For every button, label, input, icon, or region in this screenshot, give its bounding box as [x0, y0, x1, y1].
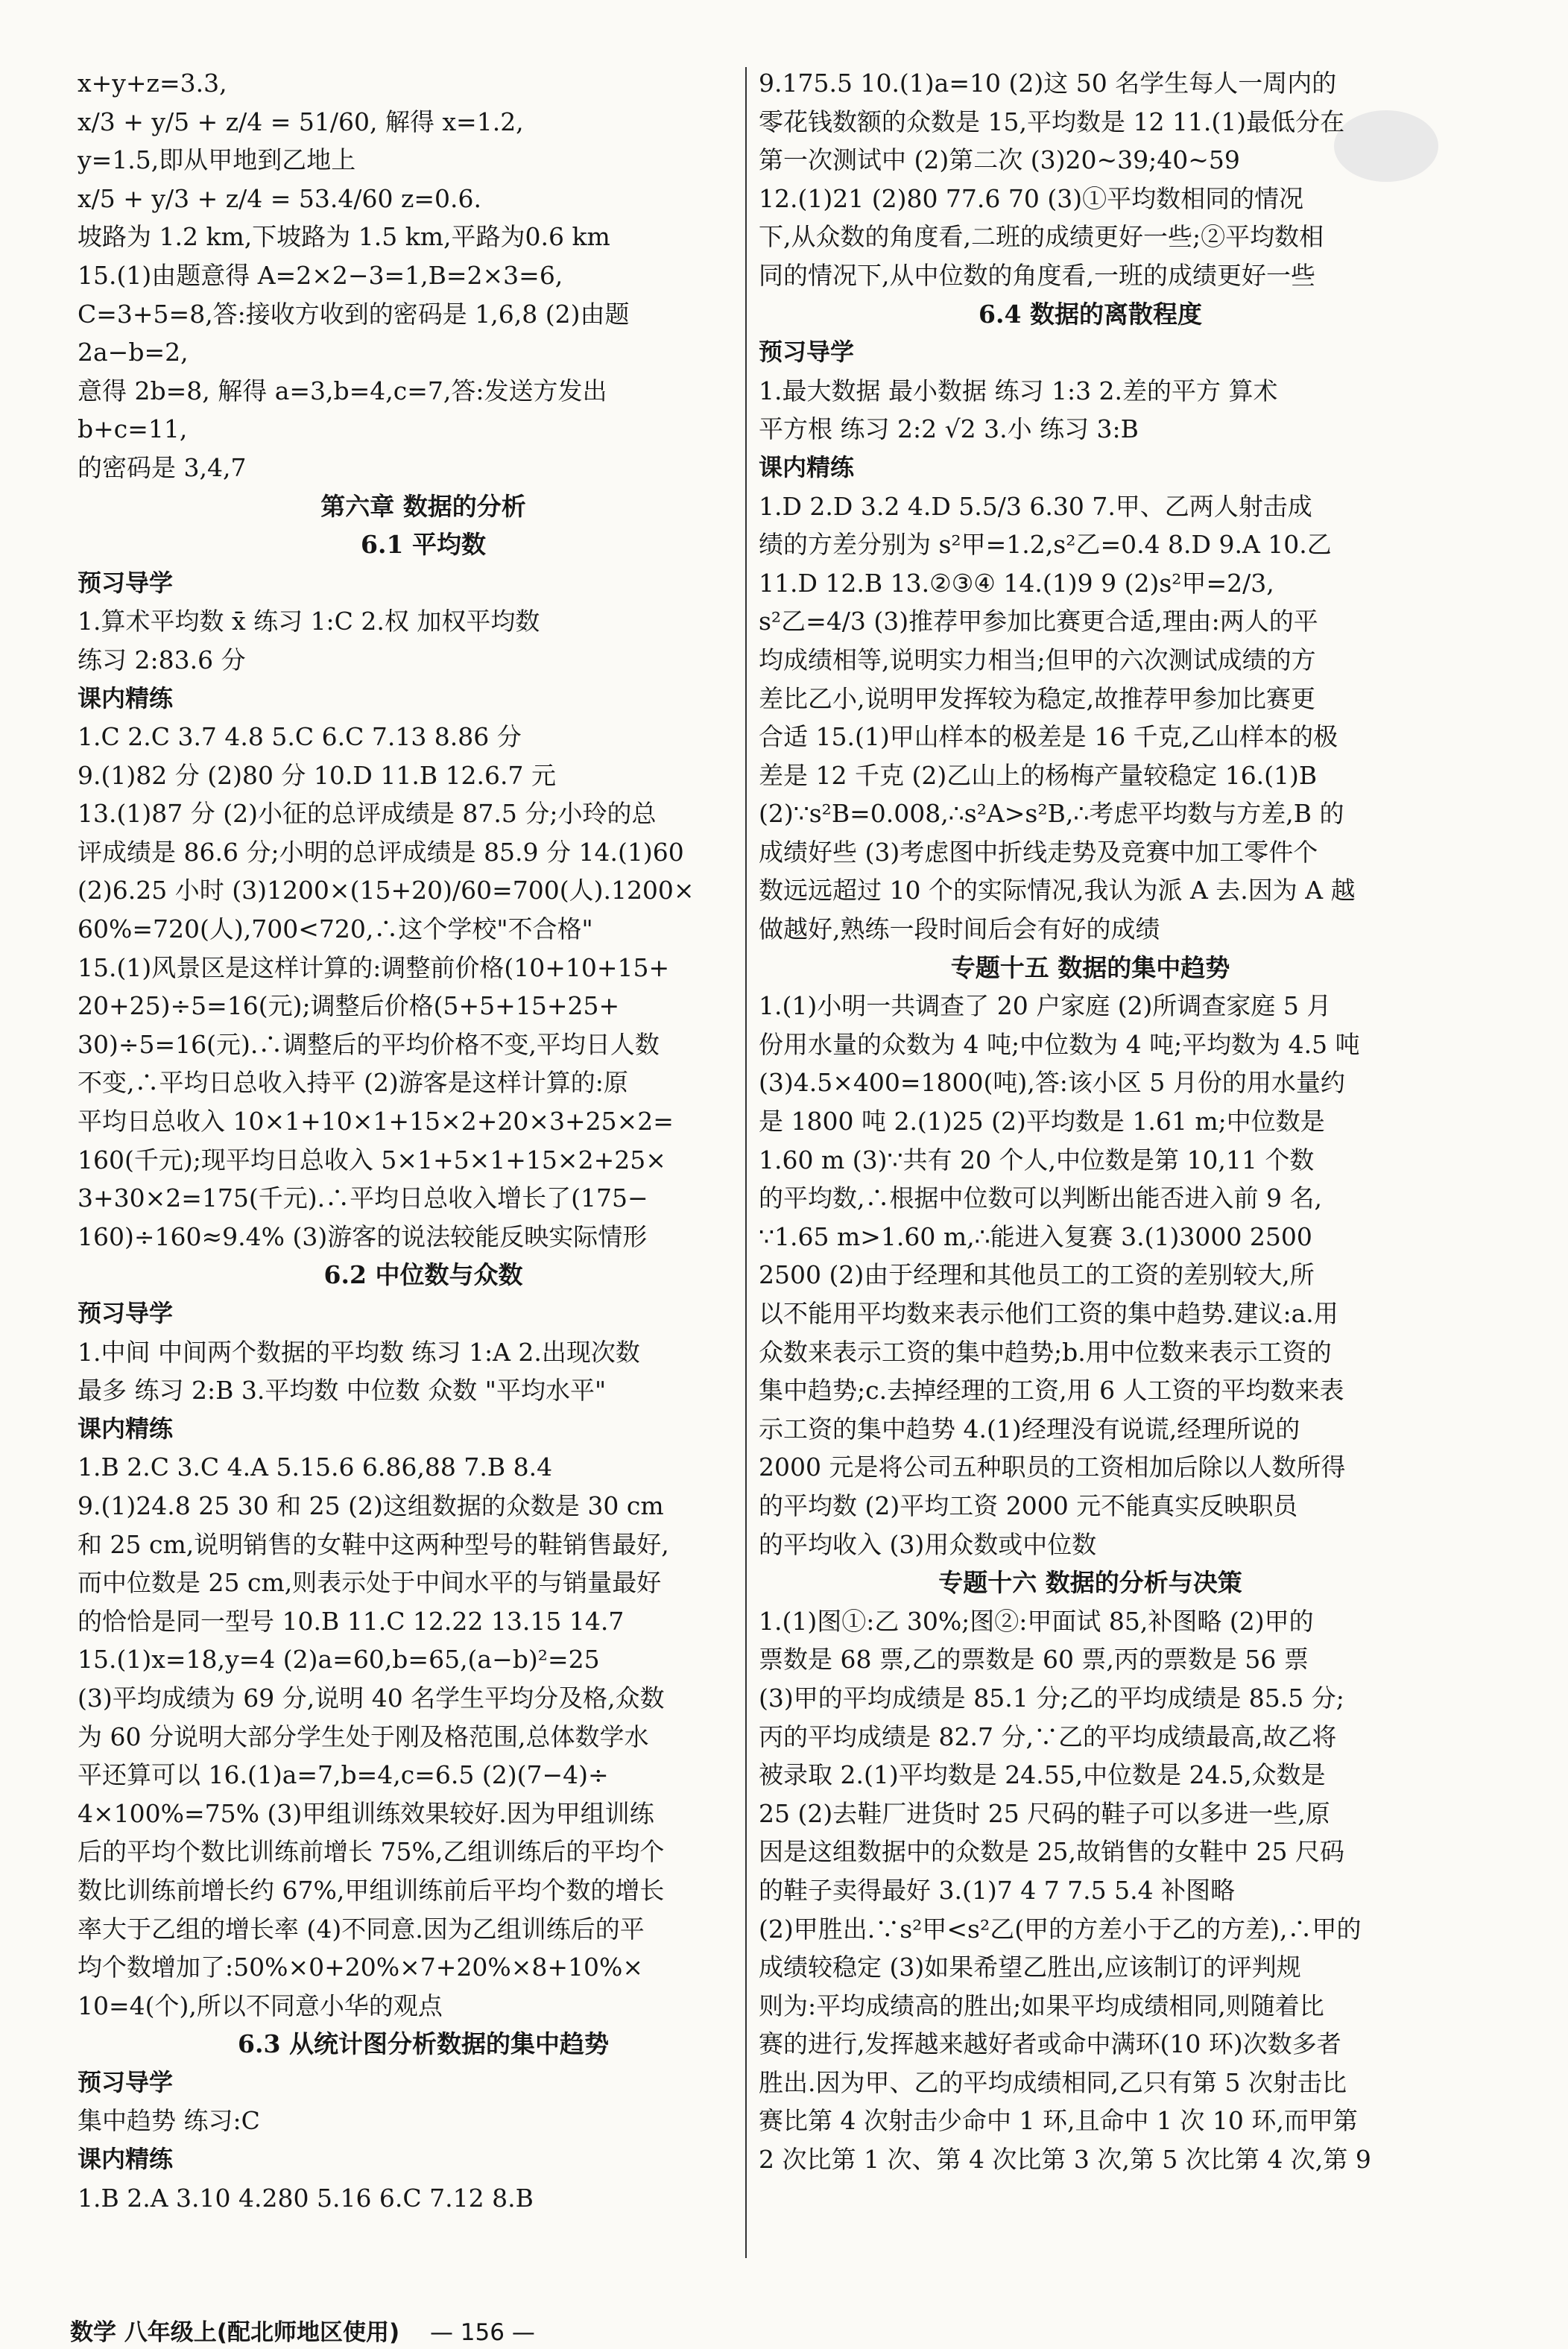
text-line: 1.60 m (3)∵共有 20 个人,中位数是第 10,11 个数 — [759, 1145, 1315, 1174]
text-line: 60%=720(人),700<720,∴这个学校"不合格" — [78, 914, 593, 944]
text-line: 以不能用平均数来表示他们工资的集中趋势.建议:a.用 — [759, 1299, 1338, 1328]
text-line: (2)甲胜出.∵s²甲<s²乙(甲的方差小于乙的方差),∴甲的 — [759, 1914, 1362, 1944]
text-line: b+c=11, — [78, 414, 188, 444]
text-line: 的平均数,∴根据中位数可以判断出能否进入前 9 名, — [759, 1183, 1322, 1213]
text-line: 160)÷160≈9.4% (3)游客的说法较能反映实际情形 — [78, 1221, 648, 1251]
text-line: 9.(1)24.8 25 30 和 25 (2)这组数据的众数是 30 cm — [78, 1490, 664, 1520]
text-line: 绩的方差分别为 s²甲=1.2,s²乙=0.4 8.D 9.A 10.乙 — [759, 530, 1332, 560]
text-line: 丙的平均成绩是 82.7 分,∵乙的平均成绩最高,故乙将 — [759, 1722, 1337, 1751]
section-title: 6.1 平均数 — [361, 530, 486, 560]
text-line: 最多 练习 2:B 3.平均数 中位数 众数 "平均水平" — [78, 1376, 607, 1406]
text-line: 11.D 12.B 13.②③④ 14.(1)9 9 (2)s²甲=2/3, — [759, 568, 1274, 598]
text-line: 的恰恰是同一型号 10.B 11.C 12.22 13.15 14.7 — [78, 1606, 625, 1636]
text-line: 1.最大数据 最小数据 练习 1:3 2.差的平方 算术 — [759, 376, 1278, 405]
subheading: 课内精练 — [78, 2145, 174, 2174]
text-line: 是 1800 吨 2.(1)25 (2)平均数是 1.61 m;中位数是 — [759, 1107, 1325, 1136]
text-line: 均个数增加了:50%×0+20%×7+20%×8+10%× — [78, 1953, 644, 1982]
text-line: 数远远超过 10 个的实际情况,我认为派 A 去.因为 A 越 — [759, 876, 1356, 905]
text-line: 评成绩是 86.6 分;小明的总评成绩是 85.9 分 14.(1)60 — [78, 837, 684, 867]
text-line: 和 25 cm,说明销售的女鞋中这两种型号的鞋销售最好, — [78, 1529, 669, 1559]
text-line: x/3 + y/5 + z/4 = 51/60, 解得 x=1.2, — [78, 107, 524, 136]
text-line: 2 次比第 1 次、第 4 次比第 3 次,第 5 次比第 4 次,第 9 — [759, 2145, 1371, 2175]
section-title: 6.4 数据的离散程度 — [979, 299, 1202, 329]
text-line: (3)甲的平均成绩是 85.1 分;乙的平均成绩是 85.5 分; — [759, 1683, 1344, 1713]
text-line: 25 (2)去鞋厂进货时 25 尺码的鞋子可以多进一些,原 — [759, 1798, 1330, 1828]
text-line: 15.(1)风景区是这样计算的:调整前价格(10+10+15+ — [78, 952, 670, 982]
text-line: 票数是 68 票,乙的票数是 60 票,丙的票数是 56 票 — [759, 1645, 1309, 1675]
text-line: 集中趋势 练习:C — [78, 2106, 260, 2136]
section-title: 专题十六 数据的分析与决策 — [938, 1568, 1242, 1598]
text-line: x+y+z=3.3, — [78, 69, 227, 98]
text-line: 13.(1)87 分 (2)小征的总评成绩是 87.5 分;小玲的总 — [78, 799, 657, 829]
text-line: 均成绩相等,说明实力相当;但甲的六次测试成绩的方 — [759, 645, 1316, 674]
text-line: 2000 元是将公司五种职员的工资相加后除以人数所得 — [759, 1452, 1346, 1482]
text-line: s²乙=4/3 (3)推荐甲参加比赛更合适,理由:两人的平 — [759, 607, 1318, 636]
page-footer — [70, 2313, 535, 2347]
text-line: 12.(1)21 (2)80 77.6 70 (3)①平均数相同的情况 — [759, 183, 1304, 213]
text-line: 1.算术平均数 x̄ 练习 1:C 2.权 加权平均数 — [78, 607, 540, 636]
text-line: 160(千元);现平均日总收入 5×1+5×1+15×2+25× — [78, 1145, 666, 1174]
text-line: 10=4(个),所以不同意小华的观点 — [78, 1991, 443, 2020]
text-line: 成绩较稳定 (3)如果希望乙胜出,应该制订的评判规 — [759, 1953, 1301, 1982]
text-line: (2)∵s²B=0.008,∴s²A>s²B,∴考虑平均数与方差,B 的 — [759, 799, 1344, 829]
text-line: 集中趋势;c.去掉经理的工资,用 6 人工资的平均数来表 — [759, 1376, 1344, 1406]
text-line: 1.B 2.A 3.10 4.280 5.16 6.C 7.12 8.B — [78, 2183, 534, 2213]
text-line: 合适 15.(1)甲山样本的极差是 16 千克,乙山样本的极 — [759, 722, 1338, 752]
text-line: 为 60 分说明大部分学生处于刚及格范围,总体数学水 — [78, 1722, 649, 1751]
text-line: 份用水量的众数为 4 吨;中位数为 4 吨;平均数为 4.5 吨 — [759, 1029, 1360, 1059]
text-line: 9.175.5 10.(1)a=10 (2)这 50 名学生每人一周内的 — [759, 69, 1337, 98]
text-line: 平均日总收入 10×1+10×1+15×2+20×3+25×2= — [78, 1107, 674, 1136]
text-line: 因是这组数据中的众数是 25,故销售的女鞋中 25 尺码 — [759, 1837, 1344, 1867]
section-title: 6.2 中位数与众数 — [323, 1260, 523, 1290]
subheading: 课内精练 — [78, 1414, 174, 1443]
text-line: x/5 + y/3 + z/4 = 53.4/60 z=0.6. — [78, 183, 481, 213]
text-line: (2)6.25 小时 (3)1200×(15+20)/60=700(人).1200× — [78, 876, 695, 905]
text-line: 赛比第 4 次射击少命中 1 环,且命中 1 次 10 环,而甲第 — [759, 2106, 1358, 2136]
text-line: 差比乙小,说明甲发挥较为稳定,故推荐甲参加比赛更 — [759, 683, 1315, 713]
text-line: 9.(1)82 分 (2)80 分 10.D 11.B 12.6.7 元 — [78, 760, 557, 790]
text-line: 下,从众数的角度看,二班的成绩更好一些;②平均数相 — [759, 222, 1324, 252]
page-number: — 156 — — [429, 2319, 535, 2346]
text-line: 平方根 练习 2:2 √2 3.小 练习 3:B — [759, 414, 1139, 444]
text-line: 坡路为 1.2 km,下坡路为 1.5 km,平路为0.6 km — [78, 222, 610, 252]
text-line: 1.(1)小明一共调查了 20 户家庭 (2)所调查家庭 5 月 — [759, 991, 1332, 1021]
left-column — [78, 64, 769, 2217]
subheading: 预习导学 — [78, 1299, 174, 1327]
text-line: 成绩好些 (3)考虑图中折线走势及竞赛中加工零件个 — [759, 837, 1318, 867]
text-line: 示工资的集中趋势 4.(1)经理没有说谎,经理所说的 — [759, 1414, 1300, 1444]
text-line: 零花钱数额的众数是 15,平均数是 12 11.(1)最低分在 — [759, 107, 1345, 136]
text-line: 则为:平均成绩高的胜出;如果平均成绩相同,则随着比 — [759, 1991, 1324, 2020]
text-line: 1.C 2.C 3.7 4.8 5.C 6.C 7.13 8.86 分 — [78, 722, 522, 752]
chapter-title: 第六章 数据的分析 — [320, 491, 526, 521]
text-line: 1.中间 中间两个数据的平均数 练习 1:A 2.出现次数 — [78, 1337, 640, 1367]
right-column — [759, 64, 1422, 2179]
text-line: y=1.5,即从甲地到乙地上 — [78, 145, 356, 175]
subheading: 预习导学 — [78, 2067, 174, 2096]
text-line: 30)÷5=16(元).∴调整后的平均价格不变,平均日人数 — [78, 1029, 660, 1059]
text-line: 2500 (2)由于经理和其他员工的工资的差别较大,所 — [759, 1260, 1315, 1290]
text-line: 意得 2b=8, 解得 a=3,b=4,c=7,答:发送方发出 — [78, 376, 607, 405]
text-line: 胜出.因为甲、乙的平均成绩相同,乙只有第 5 次射击比 — [759, 2067, 1347, 2097]
math-system-1 — [78, 64, 769, 218]
section-title: 专题十五 数据的集中趋势 — [950, 952, 1230, 982]
text-line: 差是 12 千克 (2)乙山上的杨梅产量较稳定 16.(1)B — [759, 760, 1318, 790]
text-line: 而中位数是 25 cm,则表示处于中间水平的与销量最好 — [78, 1568, 662, 1598]
text-line: 练习 2:83.6 分 — [78, 645, 246, 674]
footer-title: 数学 八年级上(配北师地区使用) — [70, 2319, 400, 2346]
text-line: 后的平均个数比训练前增长 75%,乙组训练后的平均个 — [78, 1837, 665, 1867]
text-line: 的鞋子卖得最好 3.(1)7 4 7 7.5 5.4 补图略 — [759, 1875, 1236, 1905]
text-line: 1.D 2.D 3.2 4.D 5.5/3 6.30 7.甲、乙两人射击成 — [759, 491, 1312, 521]
text-line: 的平均收入 (3)用众数或中位数 — [759, 1529, 1097, 1559]
math-system-2 — [78, 333, 769, 449]
text-line: 2a−b=2, — [78, 338, 189, 367]
text-line: 1.B 2.C 3.C 4.A 5.15.6 6.86,88 7.B 8.4 — [78, 1452, 553, 1482]
text-line: ∵1.65 m>1.60 m,∴能进入复赛 3.(1)3000 2500 — [759, 1221, 1312, 1251]
text-line: (3)平均成绩为 69 分,说明 40 名学生平均分及格,众数 — [78, 1683, 665, 1713]
text-line: 赛的进行,发挥越来越好者或命中满环(10 环)次数多者 — [759, 2029, 1341, 2059]
text-line: (3)4.5×400=1800(吨),答:该小区 5 月份的用水量约 — [759, 1068, 1345, 1098]
text-line: 被录取 2.(1)平均数是 24.55,中位数是 24.5,众数是 — [759, 1760, 1326, 1790]
text-line: 同的情况下,从中位数的角度看,一班的成绩更好一些 — [759, 260, 1315, 290]
text-line: 率大于乙组的增长率 (4)不同意.因为乙组训练后的平 — [78, 1914, 645, 1944]
text-line: 4×100%=75% (3)甲组训练效果较好.因为甲组训练 — [78, 1798, 654, 1828]
text-line: 做越好,熟练一段时间后会有好的成绩 — [759, 914, 1160, 944]
text-line: 3+30×2=175(千元).∴平均日总收入增长了(175− — [78, 1183, 648, 1213]
section-title: 6.3 从统计图分析数据的集中趋势 — [238, 2029, 609, 2059]
text-line: 第一次测试中 (2)第二次 (3)20~39;40~59 — [759, 145, 1240, 175]
text-line: 1.(1)图①:乙 30%;图②:甲面试 85,补图略 (2)甲的 — [759, 1606, 1314, 1636]
text-line: 的密码是 3,4,7 — [78, 452, 247, 482]
text-line: C=3+5=8,答:接收方收到的密码是 1,6,8 (2)由题 — [78, 299, 630, 329]
text-line: 15.(1)x=18,y=4 (2)a=60,b=65,(a−b)²=25 — [78, 1645, 600, 1675]
text-line: 众数来表示工资的集中趋势;b.用中位数来表示工资的 — [759, 1337, 1332, 1367]
subheading: 课内精练 — [759, 452, 855, 481]
subheading: 课内精练 — [78, 683, 174, 712]
text-line: 不变,∴平均日总收入持平 (2)游客是这样计算的:原 — [78, 1068, 628, 1098]
text-line: 15.(1)由题意得 A=2×2−3=1,B=2×3=6, — [78, 260, 563, 290]
text-line: 的平均数 (2)平均工资 2000 元不能真实反映职员 — [759, 1490, 1298, 1520]
subheading: 预习导学 — [759, 338, 855, 367]
text-line: 数比训练前增长约 67%,甲组训练前后平均个数的增长 — [78, 1875, 665, 1905]
text-line: 平还算可以 16.(1)a=7,b=4,c=6.5 (2)(7−4)÷ — [78, 1760, 609, 1790]
subheading: 预习导学 — [78, 568, 174, 597]
text-line: 20+25)÷5=16(元);调整后价格(5+5+15+25+ — [78, 991, 620, 1021]
